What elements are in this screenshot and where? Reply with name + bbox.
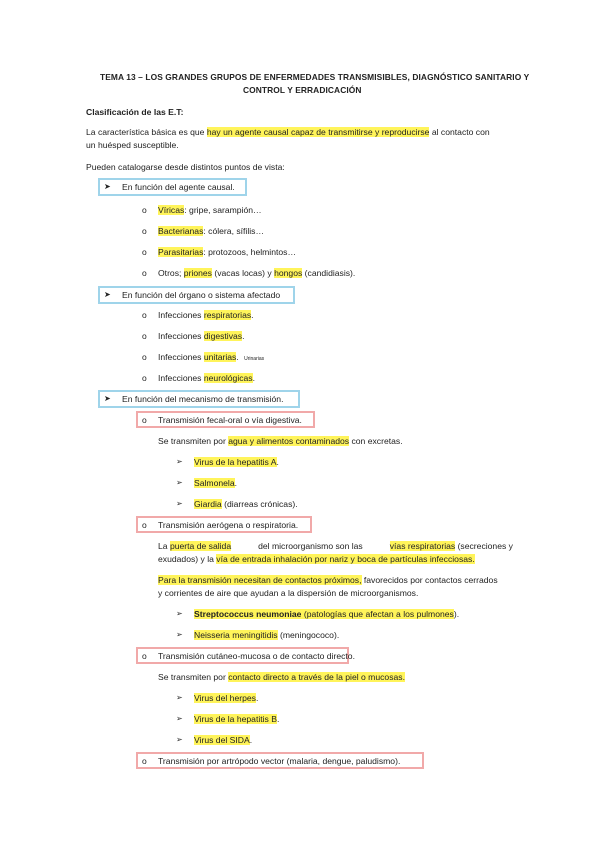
circle-bullet-icon: o [142, 331, 147, 341]
cutanea-sub-hepatitis-b: Virus de la hepatitis B. [194, 714, 280, 724]
fecal-sub-salmonela: Salmonela. [194, 478, 237, 488]
organ-item-respiratorias: Infecciones respiratorias. [158, 310, 254, 320]
section-agent-label: En función del agente causal. [122, 182, 235, 192]
title-line-1: TEMA 13 – LOS GRANDES GRUPOS DE ENFERMEDADES TRANSMISIBLES, DIAGNÓSTICO SANITARIO Y [100, 72, 530, 82]
organ-item-neurologicas: Infecciones neurológicas. [158, 373, 255, 383]
circle-bullet-icon: o [142, 756, 147, 766]
points-of-view: Pueden catalogarse desde distintos puntos de vista: [86, 162, 285, 172]
chevron-bullet-icon: ➢ [176, 735, 183, 744]
chevron-bullet-icon: ➢ [176, 609, 183, 618]
section-mechanism-label: En función del mecanismo de transmisión. [122, 394, 284, 404]
chevron-bullet-icon: ➢ [176, 630, 183, 639]
aerogena-p1-line-1: La puerta de salida del microorganismo son las vías respiratorias (secreciones y [158, 541, 513, 551]
chevron-bullet-icon: ➢ [176, 693, 183, 702]
chevron-bullet-icon: ➢ [176, 714, 183, 723]
aerogena-label: Transmisión aerógena o respiratoria. [158, 520, 299, 530]
arrow-bullet-icon: ➤ [104, 394, 111, 403]
circle-bullet-icon: o [142, 226, 147, 236]
cutanea-text: Se transmiten por contacto directo a través de la piel o mucosas. [158, 672, 405, 682]
artropodo-label: Transmisión por artrópodo vector (malaria, dengue, paludismo). [158, 756, 401, 766]
circle-bullet-icon: o [142, 651, 147, 661]
cutanea-sub-sida: Virus del SIDA. [194, 735, 253, 745]
circle-bullet-icon: o [142, 268, 147, 278]
arrow-bullet-icon: ➤ [104, 290, 111, 299]
circle-bullet-icon: o [142, 205, 147, 215]
chevron-bullet-icon: ➢ [176, 499, 183, 508]
aerogena-p1-line-2: exudados) y la vía de entrada inhalación por nariz y boca de partículas infecciosas. [158, 554, 475, 564]
aerogena-p2-line-1: Para la transmisión necesitan de contactos próximos, favorecidos por contactos cerrados [158, 575, 498, 585]
section-organ-label: En función del órgano o sistema afectado [122, 290, 281, 300]
intro-post: al contacto con [429, 127, 490, 137]
handwritten-note: Urinarias [244, 356, 265, 362]
circle-bullet-icon: o [142, 520, 147, 530]
circle-bullet-icon: o [142, 310, 147, 320]
aerogena-sub-streptococcus: Streptococcus neumoniae (patologías que afectan a los pulmones). [194, 609, 460, 619]
fecal-oral-text: Se transmiten por agua y alimentos contaminados con excretas. [158, 436, 403, 446]
agent-item-viricas: Víricas: gripe, sarampión… [158, 205, 262, 215]
organ-item-digestivas: Infecciones digestivas. [158, 331, 245, 341]
circle-bullet-icon: o [142, 247, 147, 257]
agent-item-parasitarias: Parasitarias: protozoos, helmintos… [158, 247, 297, 257]
agent-item-otros: Otros; priones (vacas locas) y hongos (candidiasis). [158, 268, 356, 278]
cutanea-sub-herpes: Virus del herpes. [194, 693, 259, 703]
classification-heading: Clasificación de las E.T: [86, 107, 184, 117]
fecal-sub-hepatitis-a: Virus de la hepatitis A. [194, 457, 279, 467]
circle-bullet-icon: o [142, 352, 147, 362]
chevron-bullet-icon: ➢ [176, 478, 183, 487]
aerogena-p2-line-2: y corrientes de aire que ayudan a la dispersión de microorganismos. [158, 588, 419, 598]
organ-item-unitarias: Infecciones unitarias. Urinarias [158, 352, 265, 362]
circle-bullet-icon: o [142, 415, 147, 425]
cutanea-label: Transmisión cutáneo-mucosa o de contacto directo. [158, 651, 355, 661]
aerogena-sub-neisseria: Neisseria meningitidis (meningococo). [194, 630, 340, 640]
fecal-oral-label: Transmisión fecal-oral o vía digestiva. [158, 415, 302, 425]
intro-pre: La característica básica es que [86, 127, 207, 137]
circle-bullet-icon: o [142, 373, 147, 383]
intro-highlight: hay un agente causal capaz de transmitirse y reproducirse [206, 127, 430, 137]
title-line-2: CONTROL Y ERRADICACIÓN [243, 85, 362, 95]
intro-line-2: un huésped susceptible. [86, 140, 179, 150]
intro-line-1 [86, 127, 490, 138]
chevron-bullet-icon: ➢ [176, 457, 183, 466]
agent-item-bacterianas: Bacterianas: cólera, sífilis… [158, 226, 265, 236]
arrow-bullet-icon: ➤ [104, 182, 111, 191]
fecal-sub-giardia: Giardia (diarreas crónicas). [194, 499, 298, 509]
